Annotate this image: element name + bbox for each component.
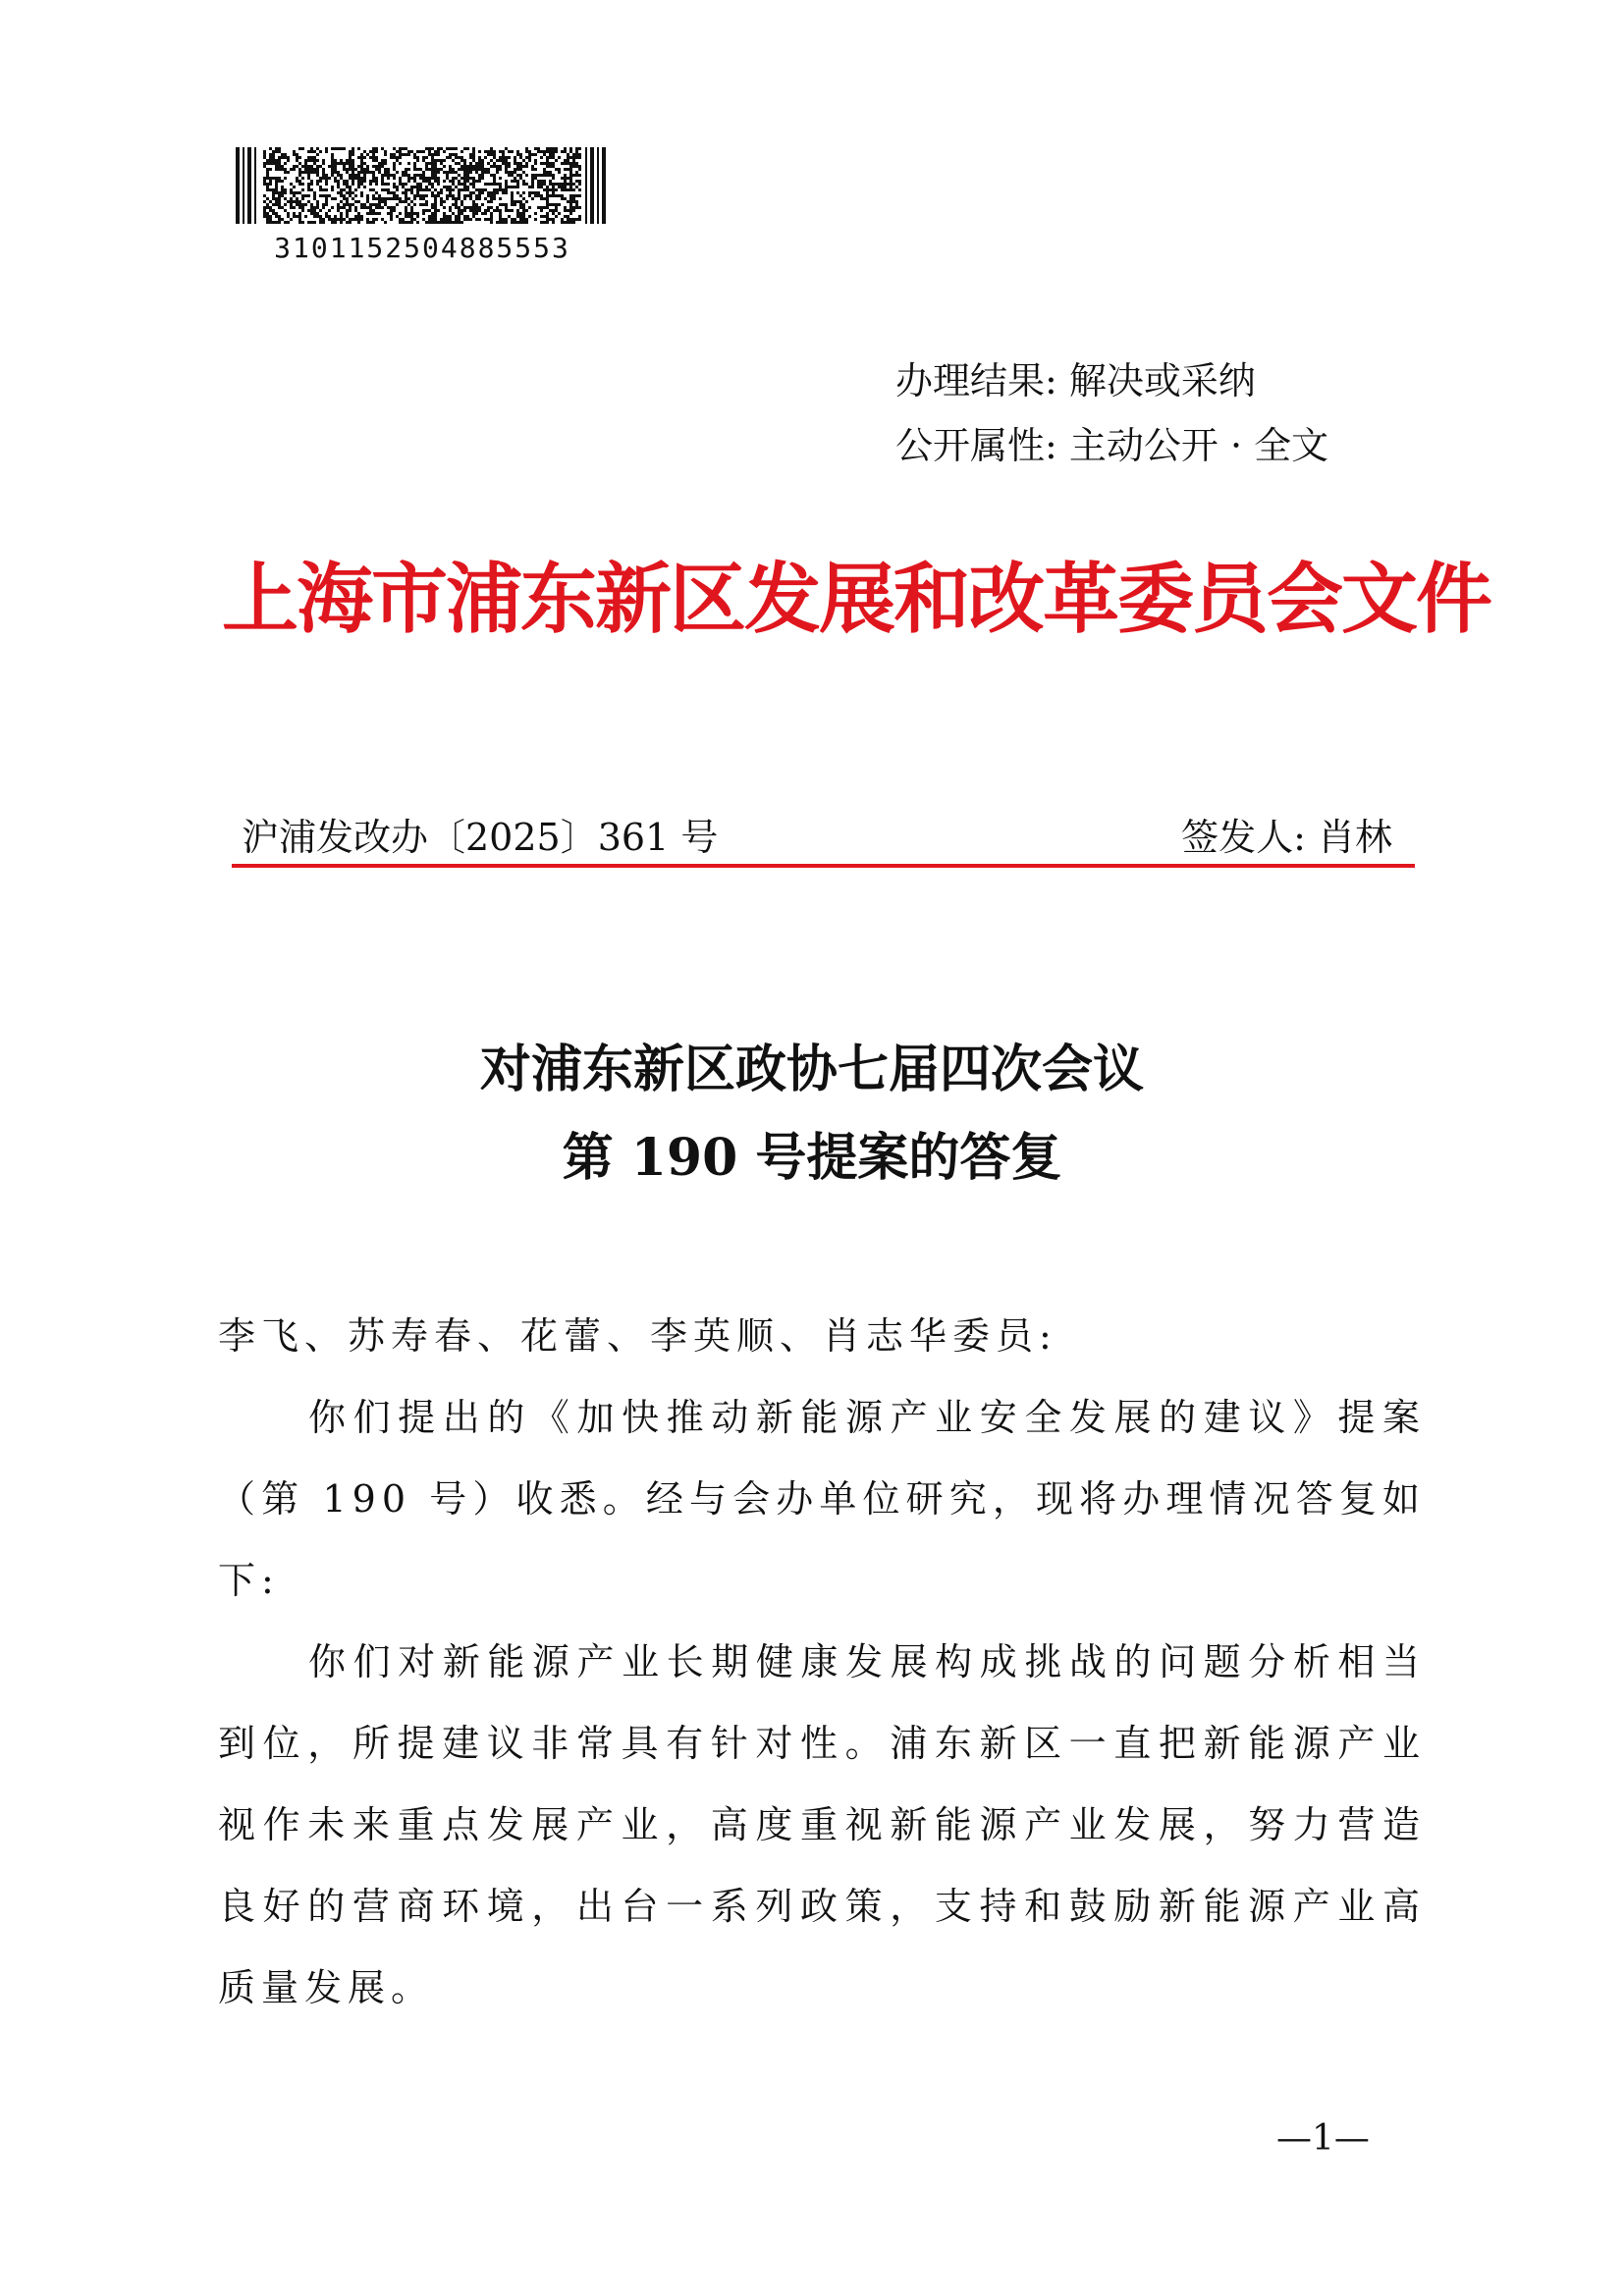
- issuer-title: 上海市浦东新区发展和改革委员会文件: [222, 555, 1491, 644]
- title-line-2: 第 190 号提案的答复: [562, 1128, 1062, 1188]
- document-number-row: [232, 807, 1410, 862]
- salutation: 李飞、苏寿春、花蕾、李英顺、肖志华委员:: [218, 1314, 1057, 1358]
- barcode-graphic: [236, 147, 609, 224]
- barcode-number: 3101152504885553: [274, 232, 570, 264]
- disclosure-attribute: 公开属性: 主动公开 · 全文: [895, 424, 1329, 467]
- paragraph-2: 你们对新能源产业长期健康发展构成挑战的问题分析相当到位，所提建议非常具有针对性。浦东新区一直把新能源产业视作未来重点发展产业，高度重视新能源产业发展，努力营造良好的营商环境，出台一系列政策，支持和鼓励新能源产业高质量发展。: [218, 1640, 1426, 2009]
- document-title: [0, 1026, 1624, 1202]
- barcode: [236, 147, 609, 224]
- title-line-1: 对浦东新区政协七届四次会议: [479, 1040, 1144, 1099]
- document-number: 沪浦发改办〔2025〕361 号: [242, 816, 719, 859]
- signer: 签发人: 肖林: [1181, 816, 1392, 859]
- paragraph-1: 你们提出的《加快推动新能源产业安全发展的建议》提案（第 190 号）收悉。经与会办单位研究，现将办理情况答复如下:: [218, 1396, 1426, 1602]
- document-meta: [895, 348, 1328, 478]
- red-separator-line: [232, 864, 1415, 868]
- document-body: [218, 1296, 1426, 2029]
- page-number: —1—: [1276, 2118, 1370, 2159]
- handling-result: 办理结果: 解决或采纳: [895, 359, 1256, 402]
